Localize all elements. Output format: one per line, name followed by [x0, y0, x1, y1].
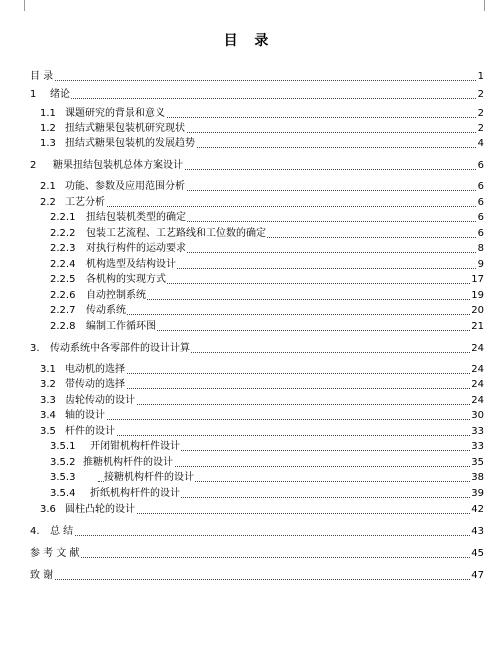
- toc-entry-number: 3.5.4: [50, 488, 76, 499]
- toc-entry[interactable]: [0, 242, 498, 256]
- toc-page-number: 42: [471, 504, 484, 515]
- toc-page-number: 17: [471, 274, 484, 285]
- toc-page-number: 2: [477, 108, 484, 119]
- toc-page-number: 30: [471, 410, 484, 421]
- toc-entry-title: 编制工作循环图: [86, 321, 156, 332]
- toc-page-number: 6: [477, 212, 484, 223]
- toc-entry[interactable]: [0, 70, 498, 84]
- toc-dot-leader: [38, 80, 480, 81]
- toc-page-number: 6: [477, 160, 484, 171]
- toc-dot-leader: [73, 373, 480, 374]
- toc-entry-number: 1.3: [40, 138, 56, 149]
- toc-page-number: 6: [477, 181, 484, 192]
- toc-entry-title: 开闭钳机构杆件设计: [90, 441, 180, 452]
- toc-entry[interactable]: [0, 227, 498, 241]
- toc-entry[interactable]: [0, 196, 498, 210]
- toc-entry-title: 齿轮传动的设计: [65, 395, 135, 406]
- toc-entry[interactable]: [0, 137, 498, 151]
- toc-page-number: 21: [471, 321, 484, 332]
- toc-page-number: 4: [477, 138, 484, 149]
- toc-entry[interactable]: [0, 289, 498, 303]
- toc-entry-number: 1.1: [40, 108, 56, 119]
- toc-entry-number: 3.3: [40, 395, 56, 406]
- toc-entry-number: 2.2.4: [50, 259, 76, 270]
- toc-page-number: 2: [477, 89, 484, 100]
- toc-entry-title: 扭结式糖果包装机的发展趋势: [65, 138, 195, 149]
- toc-entry[interactable]: [0, 273, 498, 287]
- toc-entry[interactable]: [0, 425, 498, 439]
- toc-entry-title: 传动系统中各零部件的设计计算: [50, 343, 190, 354]
- toc-entry-number: 2.2.6: [50, 290, 76, 301]
- toc-entry-title: 圆柱凸轮的设计: [65, 504, 135, 515]
- toc-dot-leader: [58, 98, 480, 99]
- toc-entry[interactable]: [0, 180, 498, 194]
- toc-entry-title: 参 考 文 献: [30, 548, 80, 559]
- toc-entry-title: 电动机的选择: [65, 364, 125, 375]
- toc-entry-title: 扭结式糖果包装机研究现状: [65, 123, 185, 134]
- toc-entry[interactable]: [0, 409, 498, 423]
- toc-page-number: 19: [471, 290, 484, 301]
- toc-page-number: 24: [471, 364, 484, 375]
- toc-entry-title: 传动系统: [86, 305, 126, 316]
- toc-entry-number: 1: [30, 89, 37, 100]
- toc-dot-leader: [73, 388, 480, 389]
- toc-page-number: 38: [471, 472, 484, 483]
- toc-entry[interactable]: [0, 378, 498, 392]
- toc-entry-number: 2.2.8: [50, 321, 76, 332]
- toc-entry[interactable]: [0, 525, 498, 539]
- toc-entry-number: 2.1: [40, 181, 56, 192]
- toc-entry-title: 工艺分析: [65, 197, 105, 208]
- toc-entry[interactable]: [0, 88, 498, 102]
- toc-dot-leader: [94, 299, 480, 300]
- page-title: 目 录: [223, 33, 275, 49]
- toc-entry[interactable]: [0, 304, 498, 318]
- toc-entry[interactable]: [0, 394, 498, 408]
- toc-page-number: 6: [477, 197, 484, 208]
- toc-entry-title: 总 结: [50, 526, 74, 537]
- page-corner-mark-left: [14, 0, 25, 11]
- toc-entry-title: 杆件的设计: [65, 426, 115, 437]
- toc-entry[interactable]: [0, 547, 498, 561]
- toc-entry-title: 机构选型及结构设计: [86, 259, 176, 270]
- toc-dot-leader: [73, 435, 480, 436]
- toc-entry-title: 接糖机构杆件的设计: [104, 472, 194, 483]
- toc-page-number: 1: [477, 71, 484, 82]
- toc-page-number: 24: [471, 379, 484, 390]
- toc-entry-title: 轴的设计: [65, 410, 105, 421]
- toc-page-number: 24: [471, 395, 484, 406]
- toc-entry[interactable]: [0, 122, 498, 136]
- toc-entry-title: 推糖机构杆件的设计: [83, 457, 173, 468]
- toc-entry-number: 3.4: [40, 410, 56, 421]
- toc-dot-leader: [73, 419, 480, 420]
- toc-entry-number: 2.2.3: [50, 243, 76, 254]
- toc-page-number: 33: [471, 441, 484, 452]
- toc-page-number: 33: [471, 426, 484, 437]
- toc-entry[interactable]: [0, 107, 498, 121]
- toc-entry-number: 2.2.7: [50, 305, 76, 316]
- toc-page-number: 45: [471, 548, 484, 559]
- toc-dot-leader: [58, 535, 480, 536]
- toc-entry-title: 糖果扭结包装机总体方案设计: [53, 160, 183, 171]
- toc-entry-title: 功能、参数及应用范围分析: [65, 181, 185, 192]
- toc-entry[interactable]: [0, 320, 498, 334]
- toc-entry[interactable]: [0, 503, 498, 517]
- toc-page-number: 43: [471, 526, 484, 537]
- toc-entry-title: 包装工艺流程、工艺路线和工位数的确定: [86, 228, 266, 239]
- toc-dot-leader: [38, 557, 480, 558]
- toc-dot-leader: [38, 579, 480, 580]
- toc-entry-title: 课题研究的背景和意义: [65, 108, 165, 119]
- toc-page-number: 8: [477, 243, 484, 254]
- toc-entry-number: 3.2: [40, 379, 56, 390]
- toc-entry-number: 2.2: [40, 197, 56, 208]
- toc-entry-title: 致 谢: [30, 570, 54, 581]
- toc-entry[interactable]: [0, 487, 498, 501]
- toc-entry[interactable]: [0, 258, 498, 272]
- toc-entry[interactable]: [0, 440, 498, 454]
- toc-entry-title: 扭结包装机类型的确定: [86, 212, 186, 223]
- toc-entry-number: 2.2.5: [50, 274, 76, 285]
- toc-page-number: 20: [471, 305, 484, 316]
- toc-entry-number: 3.5: [40, 426, 56, 437]
- toc-entry-number: 3.6: [40, 504, 56, 515]
- toc-entry-number: 3.5.2: [50, 457, 76, 468]
- toc-entry-title: 带传动的选择: [65, 379, 125, 390]
- toc-entry[interactable]: [0, 363, 498, 377]
- toc-page-number: 2: [477, 123, 484, 134]
- toc-entry-title: 对执行构件的运动要求: [86, 243, 186, 254]
- toc-entry[interactable]: [0, 569, 498, 583]
- toc-dot-leader: [73, 206, 480, 207]
- page-corner-mark-right: [484, 0, 495, 11]
- toc-entry-title: 绪论: [50, 89, 70, 100]
- toc-entry[interactable]: [0, 456, 498, 470]
- toc-page-number: 39: [471, 488, 484, 499]
- toc-page-number: 35: [471, 457, 484, 468]
- toc-entry-title: 自动控制系统: [86, 290, 146, 301]
- toc-entry-title: 折纸机构杆件的设计: [90, 488, 180, 499]
- toc-entry-number: 3.5.1: [50, 441, 76, 452]
- toc-entry[interactable]: [0, 211, 498, 225]
- toc-page-number: 6: [477, 228, 484, 239]
- toc-entry-number: 2.2.2: [50, 228, 76, 239]
- toc-entry-number: 4.: [30, 526, 40, 537]
- toc-page-number: 9: [477, 259, 484, 270]
- toc-entry[interactable]: [0, 342, 498, 356]
- toc-entry-number: 1.2: [40, 123, 56, 134]
- toc-page-number: 47: [471, 570, 484, 581]
- toc-entry-number: 2: [30, 160, 37, 171]
- toc-entry-number: 2.2.1: [50, 212, 76, 223]
- toc-entry-number: 3.1: [40, 364, 56, 375]
- toc-entry[interactable]: [0, 159, 498, 173]
- toc-entry-number: 3.: [30, 343, 40, 354]
- toc-page-number: 24: [471, 343, 484, 354]
- toc-entry[interactable]: [0, 471, 498, 485]
- toc-entry-title: 目 录: [30, 71, 54, 82]
- toc-entry-title: 各机构的实现方式: [86, 274, 166, 285]
- toc-entry-number: 3.5.3: [50, 472, 76, 483]
- toc-dot-leader: [94, 314, 480, 315]
